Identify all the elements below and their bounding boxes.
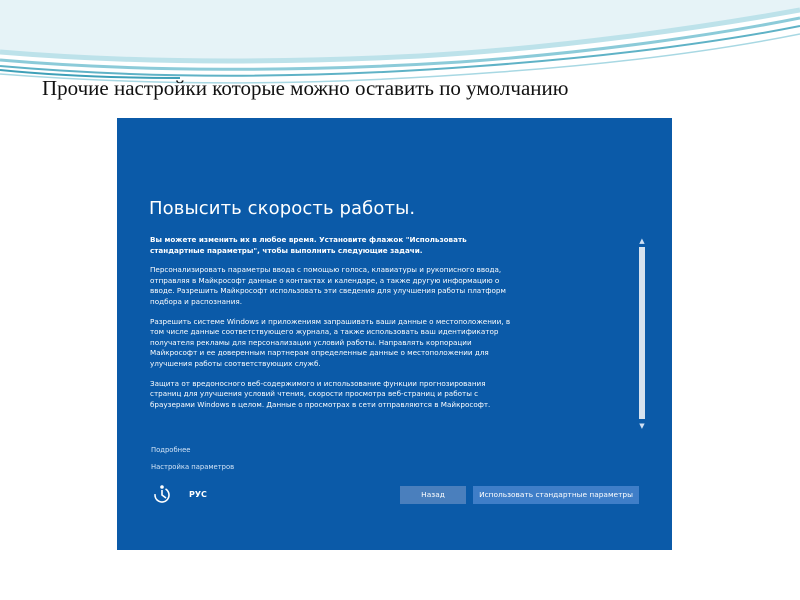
customize-settings-link[interactable]: Настройка параметров [151,463,235,471]
paragraph-input-personalization: Персонализировать параметры ввода с помощью голоса, клавиатуры и рукописного ввода, отправляя в Майкрософт данные о контактах и календаре, а также другую информацию о вводе. Разрешить Майкрософт использовать эти сведения для улучшения работы платформ подбора и распознания. [150,265,506,306]
use-default-settings-button[interactable]: Использовать стандартные параметры [473,486,639,504]
paragraph-web-protection: Защита от вредоносного веб-содержимого и использование функции прогнозирования страниц для улучшения условий чтения, скорости просмотра веб-страниц и работы с браузерами Windows в целом. Данные о просмотрах в сети отправляются в Майкрософт. [150,378,491,409]
slide-title: Прочие настройки которые можно оставить по умолчанию [42,76,569,100]
language-indicator[interactable]: РУС [189,490,207,499]
scrollbar[interactable] [637,236,647,431]
ease-of-access-icon[interactable] [151,483,173,505]
settings-description [150,235,512,419]
scrollbar-thumb[interactable] [639,247,645,419]
windows-setup-screen [117,118,672,550]
chevron-down-icon[interactable]: ▼ [639,422,645,430]
back-button[interactable]: Назад [400,486,466,504]
paragraph-location: Разрешить системе Windows и приложениям запрашивать ваши данные о местоположении, в том числе данные соответствующего журнала, а также использовать ваш идентификатор получателя рекламы для персонализации условий работы. Направлять корпорации Майкрософт и ее доверенным партнерам определенные данные о местоположении для улучшения работы соответствующих служб. [150,316,511,368]
screen-heading: Повысить скорость работы. [149,198,416,219]
bottom-bar [117,483,672,523]
intro-text: Вы можете изменить их в любое время. Установите флажок "Использовать стандартные параметры", чтобы выполнить следующие задачи. [150,235,467,255]
chevron-up-icon[interactable]: ▲ [639,237,645,245]
learn-more-link[interactable]: Подробнее [151,446,191,454]
